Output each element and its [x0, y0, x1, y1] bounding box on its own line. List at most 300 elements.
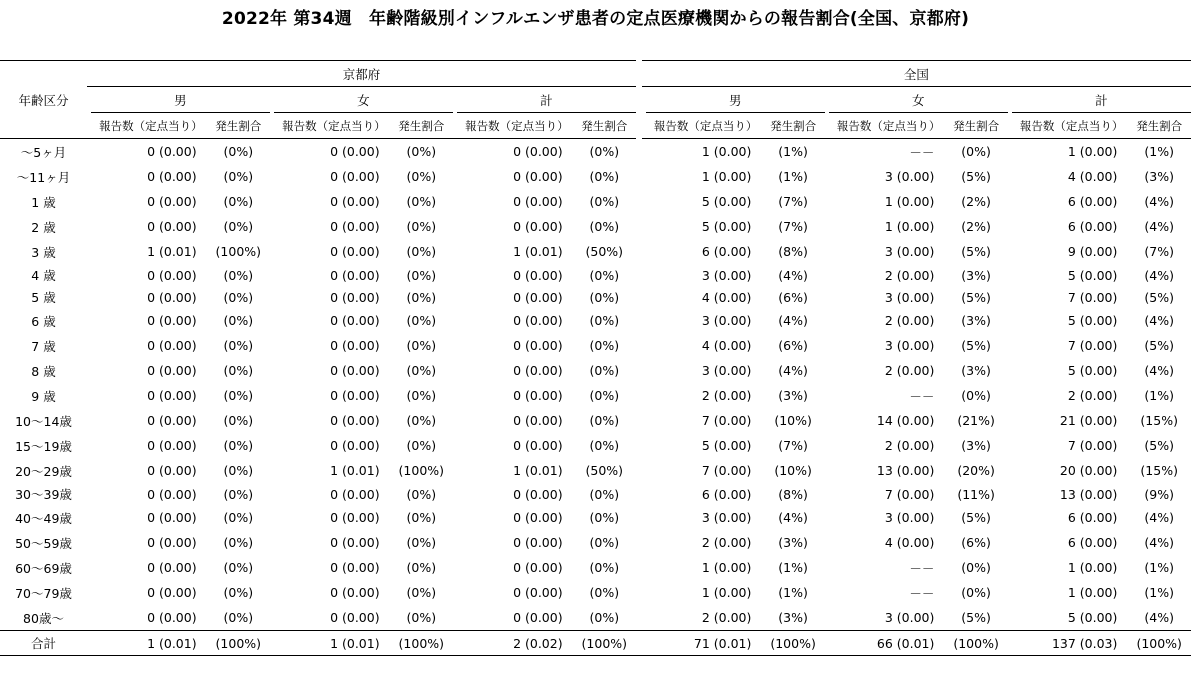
rate-cell: (4%)	[1144, 363, 1174, 378]
report-count-cell: 2 (0.00)	[701, 610, 752, 625]
report-count-cell: －－	[909, 560, 935, 576]
table-row	[0, 308, 1191, 333]
rate-cell: (1%)	[1144, 388, 1174, 403]
rate-cell: (5%)	[961, 610, 991, 625]
report-count-cell: 0 (0.00)	[513, 363, 563, 378]
report-count-cell: 1 (0.00)	[884, 219, 935, 234]
age-label: 15〜19歳	[15, 438, 72, 454]
rate-cell: (5%)	[1144, 338, 1174, 353]
age-label: 70〜79歳	[15, 585, 72, 601]
table-row	[0, 286, 1191, 308]
rate-cell: (100%)	[944, 631, 1007, 656]
rate-cell: (1%)	[1144, 144, 1174, 159]
rate-cell: (20%)	[957, 463, 995, 478]
report-count-cell: 66 (0.01)	[829, 631, 945, 656]
rate-cell: (1%)	[1144, 560, 1174, 575]
rate-header: 発生割合	[1127, 113, 1191, 139]
report-count-cell: 1 (0.00)	[701, 560, 752, 575]
rate-cell: (3%)	[961, 267, 991, 283]
rate-cell: (5%)	[961, 169, 991, 184]
rate-cell: (0%)	[589, 194, 620, 209]
rate-cell: (0%)	[961, 560, 991, 575]
report-count-cell: 0 (0.00)	[330, 388, 380, 403]
report-count-cell: 2 (0.00)	[884, 313, 935, 328]
table-row	[0, 530, 1191, 555]
rate-header: 発生割合	[207, 113, 270, 139]
rate-cell: (5%)	[961, 338, 991, 353]
report-count-cell: 0 (0.00)	[513, 438, 563, 453]
rate-cell: (4%)	[778, 267, 808, 283]
rate-header: 発生割合	[944, 113, 1007, 139]
rate-cell: (0%)	[406, 510, 437, 525]
rate-cell: (0%)	[223, 289, 254, 305]
rate-cell: (4%)	[778, 313, 808, 328]
report-count-cell: 0 (0.00)	[513, 413, 563, 428]
rate-cell: (0%)	[406, 144, 437, 159]
table-row	[0, 605, 1191, 631]
rate-cell: (0%)	[406, 267, 437, 283]
report-count-cell: 0 (0.00)	[513, 144, 563, 159]
report-count-cell: 6 (0.00)	[1067, 219, 1118, 234]
table-row	[0, 408, 1191, 433]
rate-cell: (0%)	[589, 313, 620, 328]
report-count-cell: 4 (0.00)	[884, 535, 935, 550]
rate-header: 発生割合	[761, 113, 824, 139]
rate-cell: (8%)	[778, 486, 808, 502]
rate-cell: (100%)	[207, 631, 270, 656]
rate-cell: (100%)	[215, 244, 262, 259]
rate-cell: (0%)	[223, 438, 254, 453]
age-label: 80歳〜	[23, 610, 64, 626]
report-count-cell: 0 (0.00)	[330, 560, 380, 575]
rate-cell: (0%)	[223, 267, 254, 283]
report-count-cell: 2 (0.00)	[1067, 388, 1118, 403]
report-count-cell: 0 (0.00)	[147, 289, 197, 305]
report-count-cell: 2 (0.00)	[701, 388, 752, 403]
report-count-cell: 1 (0.01)	[513, 244, 563, 259]
rate-cell: (0%)	[589, 438, 620, 453]
rate-cell: (100%)	[1127, 631, 1191, 656]
report-count-cell: 0 (0.00)	[513, 289, 563, 305]
table-row	[0, 433, 1191, 458]
rate-cell: (0%)	[589, 510, 620, 525]
report-count-cell: 0 (0.00)	[330, 313, 380, 328]
report-count-cell: 20 (0.00)	[1059, 463, 1118, 478]
rate-cell: (0%)	[223, 560, 254, 575]
rate-cell: (0%)	[223, 463, 254, 478]
report-count-cell: 71 (0.01)	[646, 631, 762, 656]
rate-cell: (4%)	[1144, 610, 1174, 625]
rate-cell: (5%)	[961, 289, 991, 305]
report-count-cell: 1 (0.01)	[147, 244, 197, 259]
age-label: 10〜14歳	[15, 413, 72, 429]
age-label: 3 歳	[31, 244, 56, 260]
report-count-cell: 1 (0.00)	[1067, 560, 1118, 575]
rate-cell: (21%)	[957, 413, 995, 428]
rate-cell: (0%)	[406, 413, 437, 428]
rate-cell: (0%)	[406, 289, 437, 305]
report-count-cell: 6 (0.00)	[1067, 535, 1118, 550]
report-count-cell: 21 (0.00)	[1059, 413, 1118, 428]
rate-cell: (0%)	[406, 535, 437, 550]
rate-header: 発生割合	[390, 113, 453, 139]
rate-cell: (0%)	[406, 388, 437, 403]
report-count-cell: 6 (0.00)	[701, 486, 752, 502]
rate-cell: (3%)	[961, 438, 991, 453]
rate-cell: (0%)	[406, 585, 437, 600]
total-row	[0, 631, 1191, 656]
rate-cell: (0%)	[589, 388, 620, 403]
report-count-cell: 6 (0.00)	[1067, 510, 1118, 525]
report-count-cell: 13 (0.00)	[876, 463, 935, 478]
rate-cell: (0%)	[589, 610, 620, 625]
rate-cell: (0%)	[223, 219, 254, 234]
age-label: 60〜69歳	[15, 560, 72, 576]
report-count-cell: 5 (0.00)	[1067, 363, 1118, 378]
header-sub-row	[0, 113, 1191, 139]
age-label: 8 歳	[31, 363, 56, 379]
report-count-cell: 0 (0.00)	[513, 388, 563, 403]
report-count-cell: 0 (0.00)	[330, 289, 380, 305]
report-count-cell: 0 (0.00)	[147, 413, 197, 428]
rate-cell: (0%)	[406, 313, 437, 328]
rate-cell: (3%)	[961, 363, 991, 378]
report-count-cell: 0 (0.00)	[330, 438, 380, 453]
report-count-cell: 1 (0.00)	[701, 585, 752, 600]
rate-cell: (0%)	[223, 610, 254, 625]
report-count-cell: 3 (0.00)	[884, 244, 935, 259]
report-count-cell: 2 (0.00)	[884, 267, 935, 283]
age-label: 5 歳	[31, 290, 56, 305]
report-count-cell: 1 (0.01)	[274, 631, 390, 656]
report-count-cell: 2 (0.00)	[884, 438, 935, 453]
table-row	[0, 383, 1191, 408]
rate-cell: (9%)	[1144, 486, 1174, 502]
report-count-cell: 7 (0.00)	[1067, 289, 1118, 305]
table-row	[0, 239, 1191, 264]
rate-cell: (5%)	[961, 244, 991, 259]
report-count-cell: 5 (0.00)	[701, 194, 752, 209]
influenza-age-table	[0, 60, 1191, 656]
rate-cell: (4%)	[1144, 535, 1174, 550]
age-label: 20〜29歳	[15, 463, 72, 479]
rate-cell: (1%)	[778, 169, 808, 184]
age-label: 50〜59歳	[15, 535, 72, 551]
rate-cell: (100%)	[390, 631, 453, 656]
report-count-cell: 4 (0.00)	[701, 338, 752, 353]
report-count-cell: 3 (0.00)	[701, 510, 752, 525]
report-count-cell: 14 (0.00)	[876, 413, 935, 428]
rate-cell: (2%)	[961, 194, 991, 209]
age-label: 2 歳	[31, 219, 56, 235]
table-row	[0, 333, 1191, 358]
rate-cell: (0%)	[406, 363, 437, 378]
table-row	[0, 580, 1191, 605]
rate-cell: (15%)	[1140, 463, 1178, 478]
report-count-cell: 7 (0.00)	[1067, 438, 1118, 453]
report-count-cell: 0 (0.00)	[330, 194, 380, 209]
rate-cell: (8%)	[778, 244, 808, 259]
report-count-cell: 0 (0.00)	[513, 219, 563, 234]
rate-cell: (1%)	[778, 585, 808, 600]
report-count-cell: －－	[909, 585, 935, 601]
rate-cell: (0%)	[961, 585, 991, 600]
rate-cell: (2%)	[961, 219, 991, 234]
report-count-cell: 0 (0.00)	[147, 313, 197, 328]
report-count-header: 報告数（定点当り）	[829, 113, 945, 139]
report-count-cell: 9 (0.00)	[1067, 244, 1118, 259]
report-count-cell: 0 (0.00)	[513, 486, 563, 502]
rate-cell: (0%)	[406, 486, 437, 502]
rate-cell: (0%)	[223, 510, 254, 525]
report-count-cell: 0 (0.00)	[330, 219, 380, 234]
report-count-cell: 4 (0.00)	[701, 289, 752, 305]
report-count-cell: 0 (0.00)	[147, 510, 197, 525]
age-label: 30〜39歳	[15, 487, 72, 502]
report-count-cell: 3 (0.00)	[884, 610, 935, 625]
report-count-cell: 0 (0.00)	[513, 560, 563, 575]
report-count-cell: 7 (0.00)	[884, 486, 935, 502]
report-count-cell: 6 (0.00)	[1067, 194, 1118, 209]
region-header-kyoto: 京都府	[87, 61, 636, 87]
rate-cell: (0%)	[406, 610, 437, 625]
rate-cell: (7%)	[778, 219, 808, 234]
report-count-cell: 0 (0.00)	[330, 244, 380, 259]
rate-cell: (7%)	[778, 194, 808, 209]
report-count-cell: 7 (0.00)	[701, 463, 752, 478]
report-count-cell: 3 (0.00)	[884, 510, 935, 525]
rate-cell: (0%)	[223, 486, 254, 502]
report-count-header: 報告数（定点当り）	[646, 113, 762, 139]
rate-cell: (0%)	[406, 560, 437, 575]
report-count-cell: 0 (0.00)	[513, 535, 563, 550]
page-title: 2022年 第34週 年齢階級別インフルエンザ患者の定点医療機関からの報告割合(全国、京都府)	[221, 9, 970, 29]
rate-cell: (4%)	[778, 510, 808, 525]
header-sex-row	[0, 87, 1191, 113]
report-count-cell: 0 (0.00)	[330, 363, 380, 378]
sex-header-kyoto-0: 男	[91, 87, 270, 113]
report-count-cell: 13 (0.00)	[1059, 486, 1118, 502]
report-count-cell: 0 (0.00)	[147, 194, 197, 209]
rate-cell: (0%)	[223, 363, 254, 378]
age-label: 9 歳	[31, 388, 56, 404]
table-row	[0, 458, 1191, 483]
table-row	[0, 139, 1191, 165]
rate-cell: (100%)	[573, 631, 636, 656]
report-count-cell: 2 (0.00)	[701, 535, 752, 550]
rate-cell: (0%)	[223, 313, 254, 328]
rate-cell: (0%)	[406, 169, 437, 184]
rate-cell: (4%)	[1144, 267, 1174, 283]
rate-cell: (0%)	[406, 194, 437, 209]
table-row	[0, 555, 1191, 580]
rate-cell: (0%)	[223, 338, 254, 353]
rate-cell: (0%)	[961, 388, 991, 403]
rate-cell: (0%)	[223, 535, 254, 550]
report-count-cell: 1 (0.00)	[1067, 585, 1118, 600]
report-count-cell: 0 (0.00)	[147, 338, 197, 353]
rate-cell: (5%)	[961, 510, 991, 525]
rate-cell: (0%)	[223, 194, 254, 209]
rate-cell: (0%)	[223, 585, 254, 600]
report-count-cell: 0 (0.00)	[147, 169, 197, 184]
table-row	[0, 505, 1191, 530]
report-count-cell: 6 (0.00)	[701, 244, 752, 259]
rate-cell: (0%)	[961, 144, 991, 159]
report-count-cell: 5 (0.00)	[1067, 610, 1118, 625]
rate-cell: (4%)	[1144, 219, 1174, 234]
report-count-cell: 0 (0.00)	[147, 219, 197, 234]
report-count-cell: 4 (0.00)	[1067, 169, 1118, 184]
report-count-cell: 5 (0.00)	[701, 219, 752, 234]
report-count-header: 報告数（定点当り）	[274, 113, 390, 139]
rate-cell: (0%)	[589, 219, 620, 234]
report-count-cell: 0 (0.00)	[330, 144, 380, 159]
age-label: 4 歳	[31, 268, 56, 283]
rate-cell: (4%)	[778, 363, 808, 378]
rate-cell: (0%)	[406, 438, 437, 453]
rate-cell: (4%)	[1144, 194, 1174, 209]
table-row	[0, 358, 1191, 383]
report-count-cell: 0 (0.00)	[330, 510, 380, 525]
age-label: 〜11ヶ月	[16, 169, 71, 185]
report-count-cell: 0 (0.00)	[147, 560, 197, 575]
report-count-cell: 0 (0.00)	[513, 338, 563, 353]
report-count-cell: 1 (0.01)	[513, 463, 563, 478]
report-count-cell: 5 (0.00)	[1067, 267, 1118, 283]
report-count-cell: 1 (0.00)	[884, 194, 935, 209]
rate-cell: (1%)	[778, 144, 808, 159]
report-count-cell: 0 (0.00)	[147, 438, 197, 453]
age-label: 〜5ヶ月	[20, 144, 67, 160]
report-count-cell: 7 (0.00)	[701, 413, 752, 428]
table-row	[0, 189, 1191, 214]
report-count-cell: 2 (0.02)	[457, 631, 573, 656]
report-count-cell: 0 (0.00)	[330, 413, 380, 428]
sex-header-kyoto-1: 女	[274, 87, 453, 113]
rate-cell: (3%)	[778, 535, 808, 550]
age-label: 40〜49歳	[15, 510, 72, 526]
rate-cell: (6%)	[778, 338, 808, 353]
sex-header-national-0: 男	[646, 87, 825, 113]
report-count-cell: 1 (0.00)	[701, 144, 752, 159]
region-header-national: 全国	[642, 61, 1191, 87]
report-count-cell: 3 (0.00)	[884, 338, 935, 353]
rate-cell: (3%)	[1144, 169, 1174, 184]
rate-header: 発生割合	[573, 113, 636, 139]
report-count-cell: 0 (0.00)	[513, 313, 563, 328]
rate-cell: (6%)	[778, 289, 808, 305]
report-count-cell: 0 (0.00)	[147, 267, 197, 283]
report-count-cell: 0 (0.00)	[147, 463, 197, 478]
rate-cell: (10%)	[774, 413, 812, 428]
rate-cell: (0%)	[406, 219, 437, 234]
rate-cell: (0%)	[223, 169, 254, 184]
report-count-cell: 0 (0.00)	[147, 486, 197, 502]
rate-cell: (0%)	[589, 338, 620, 353]
sex-header-national-2: 計	[1012, 87, 1191, 113]
report-count-cell: 0 (0.00)	[330, 610, 380, 625]
report-count-cell: 0 (0.00)	[330, 169, 380, 184]
rate-cell: (7%)	[778, 438, 808, 453]
rate-cell: (0%)	[223, 144, 254, 159]
table-row	[0, 483, 1191, 505]
report-count-cell: 0 (0.00)	[147, 363, 197, 378]
report-count-cell: 0 (0.00)	[513, 194, 563, 209]
age-label: 合計	[0, 631, 87, 656]
rate-cell: (0%)	[223, 388, 254, 403]
report-count-cell: 2 (0.00)	[884, 363, 935, 378]
rate-cell: (15%)	[1140, 413, 1178, 428]
report-count-cell: 0 (0.00)	[513, 267, 563, 283]
age-label: 7 歳	[31, 338, 56, 354]
report-count-cell: 0 (0.00)	[147, 535, 197, 550]
report-count-cell: 1 (0.00)	[1067, 144, 1118, 159]
rate-cell: (0%)	[406, 244, 437, 259]
age-label: 1 歳	[31, 194, 56, 210]
table-row	[0, 164, 1191, 189]
rate-cell: (11%)	[957, 486, 995, 502]
rate-cell: (0%)	[589, 363, 620, 378]
rate-cell: (1%)	[1144, 585, 1174, 600]
report-count-cell: 0 (0.00)	[513, 169, 563, 184]
rate-cell: (3%)	[778, 388, 808, 403]
header-region-row	[0, 61, 1191, 87]
report-count-header: 報告数（定点当り）	[1012, 113, 1128, 139]
report-count-cell: 0 (0.00)	[330, 585, 380, 600]
rate-cell: (0%)	[589, 535, 620, 550]
report-count-cell: 3 (0.00)	[884, 169, 935, 184]
report-count-cell: 0 (0.00)	[330, 338, 380, 353]
rate-cell: (0%)	[589, 585, 620, 600]
report-count-cell: －－	[909, 388, 935, 404]
rate-cell: (4%)	[1144, 510, 1174, 525]
report-count-cell: 3 (0.00)	[884, 289, 935, 305]
rate-cell: (0%)	[406, 338, 437, 353]
report-count-cell: 0 (0.00)	[330, 486, 380, 502]
report-count-cell: －－	[909, 144, 935, 160]
report-count-cell: 3 (0.00)	[701, 313, 752, 328]
rate-cell: (0%)	[589, 486, 620, 502]
report-count-cell: 0 (0.00)	[513, 585, 563, 600]
report-count-cell: 7 (0.00)	[1067, 338, 1118, 353]
rate-cell: (3%)	[778, 610, 808, 625]
report-count-cell: 3 (0.00)	[701, 267, 752, 283]
report-count-cell: 5 (0.00)	[701, 438, 752, 453]
rate-cell: (50%)	[585, 463, 624, 478]
report-count-cell: 1 (0.00)	[701, 169, 752, 184]
report-count-cell: 0 (0.00)	[147, 610, 197, 625]
rate-cell: (0%)	[589, 289, 620, 305]
rate-cell: (100%)	[761, 631, 824, 656]
report-count-cell: 3 (0.00)	[701, 363, 752, 378]
report-count-cell: 0 (0.00)	[513, 610, 563, 625]
rate-cell: (0%)	[589, 169, 620, 184]
rate-cell: (10%)	[774, 463, 812, 478]
rate-cell: (0%)	[589, 144, 620, 159]
rate-cell: (6%)	[961, 535, 991, 550]
report-count-cell: 0 (0.00)	[330, 535, 380, 550]
rate-cell: (0%)	[589, 413, 620, 428]
rate-cell: (0%)	[589, 267, 620, 283]
report-count-cell: 1 (0.01)	[330, 463, 380, 478]
report-count-cell: 0 (0.00)	[330, 267, 380, 283]
rate-cell: (5%)	[1144, 289, 1174, 305]
report-count-header: 報告数（定点当り）	[457, 113, 573, 139]
age-column-header: 年齢区分	[0, 61, 87, 139]
sex-header-kyoto-2: 計	[457, 87, 636, 113]
report-count-cell: 5 (0.00)	[1067, 313, 1118, 328]
